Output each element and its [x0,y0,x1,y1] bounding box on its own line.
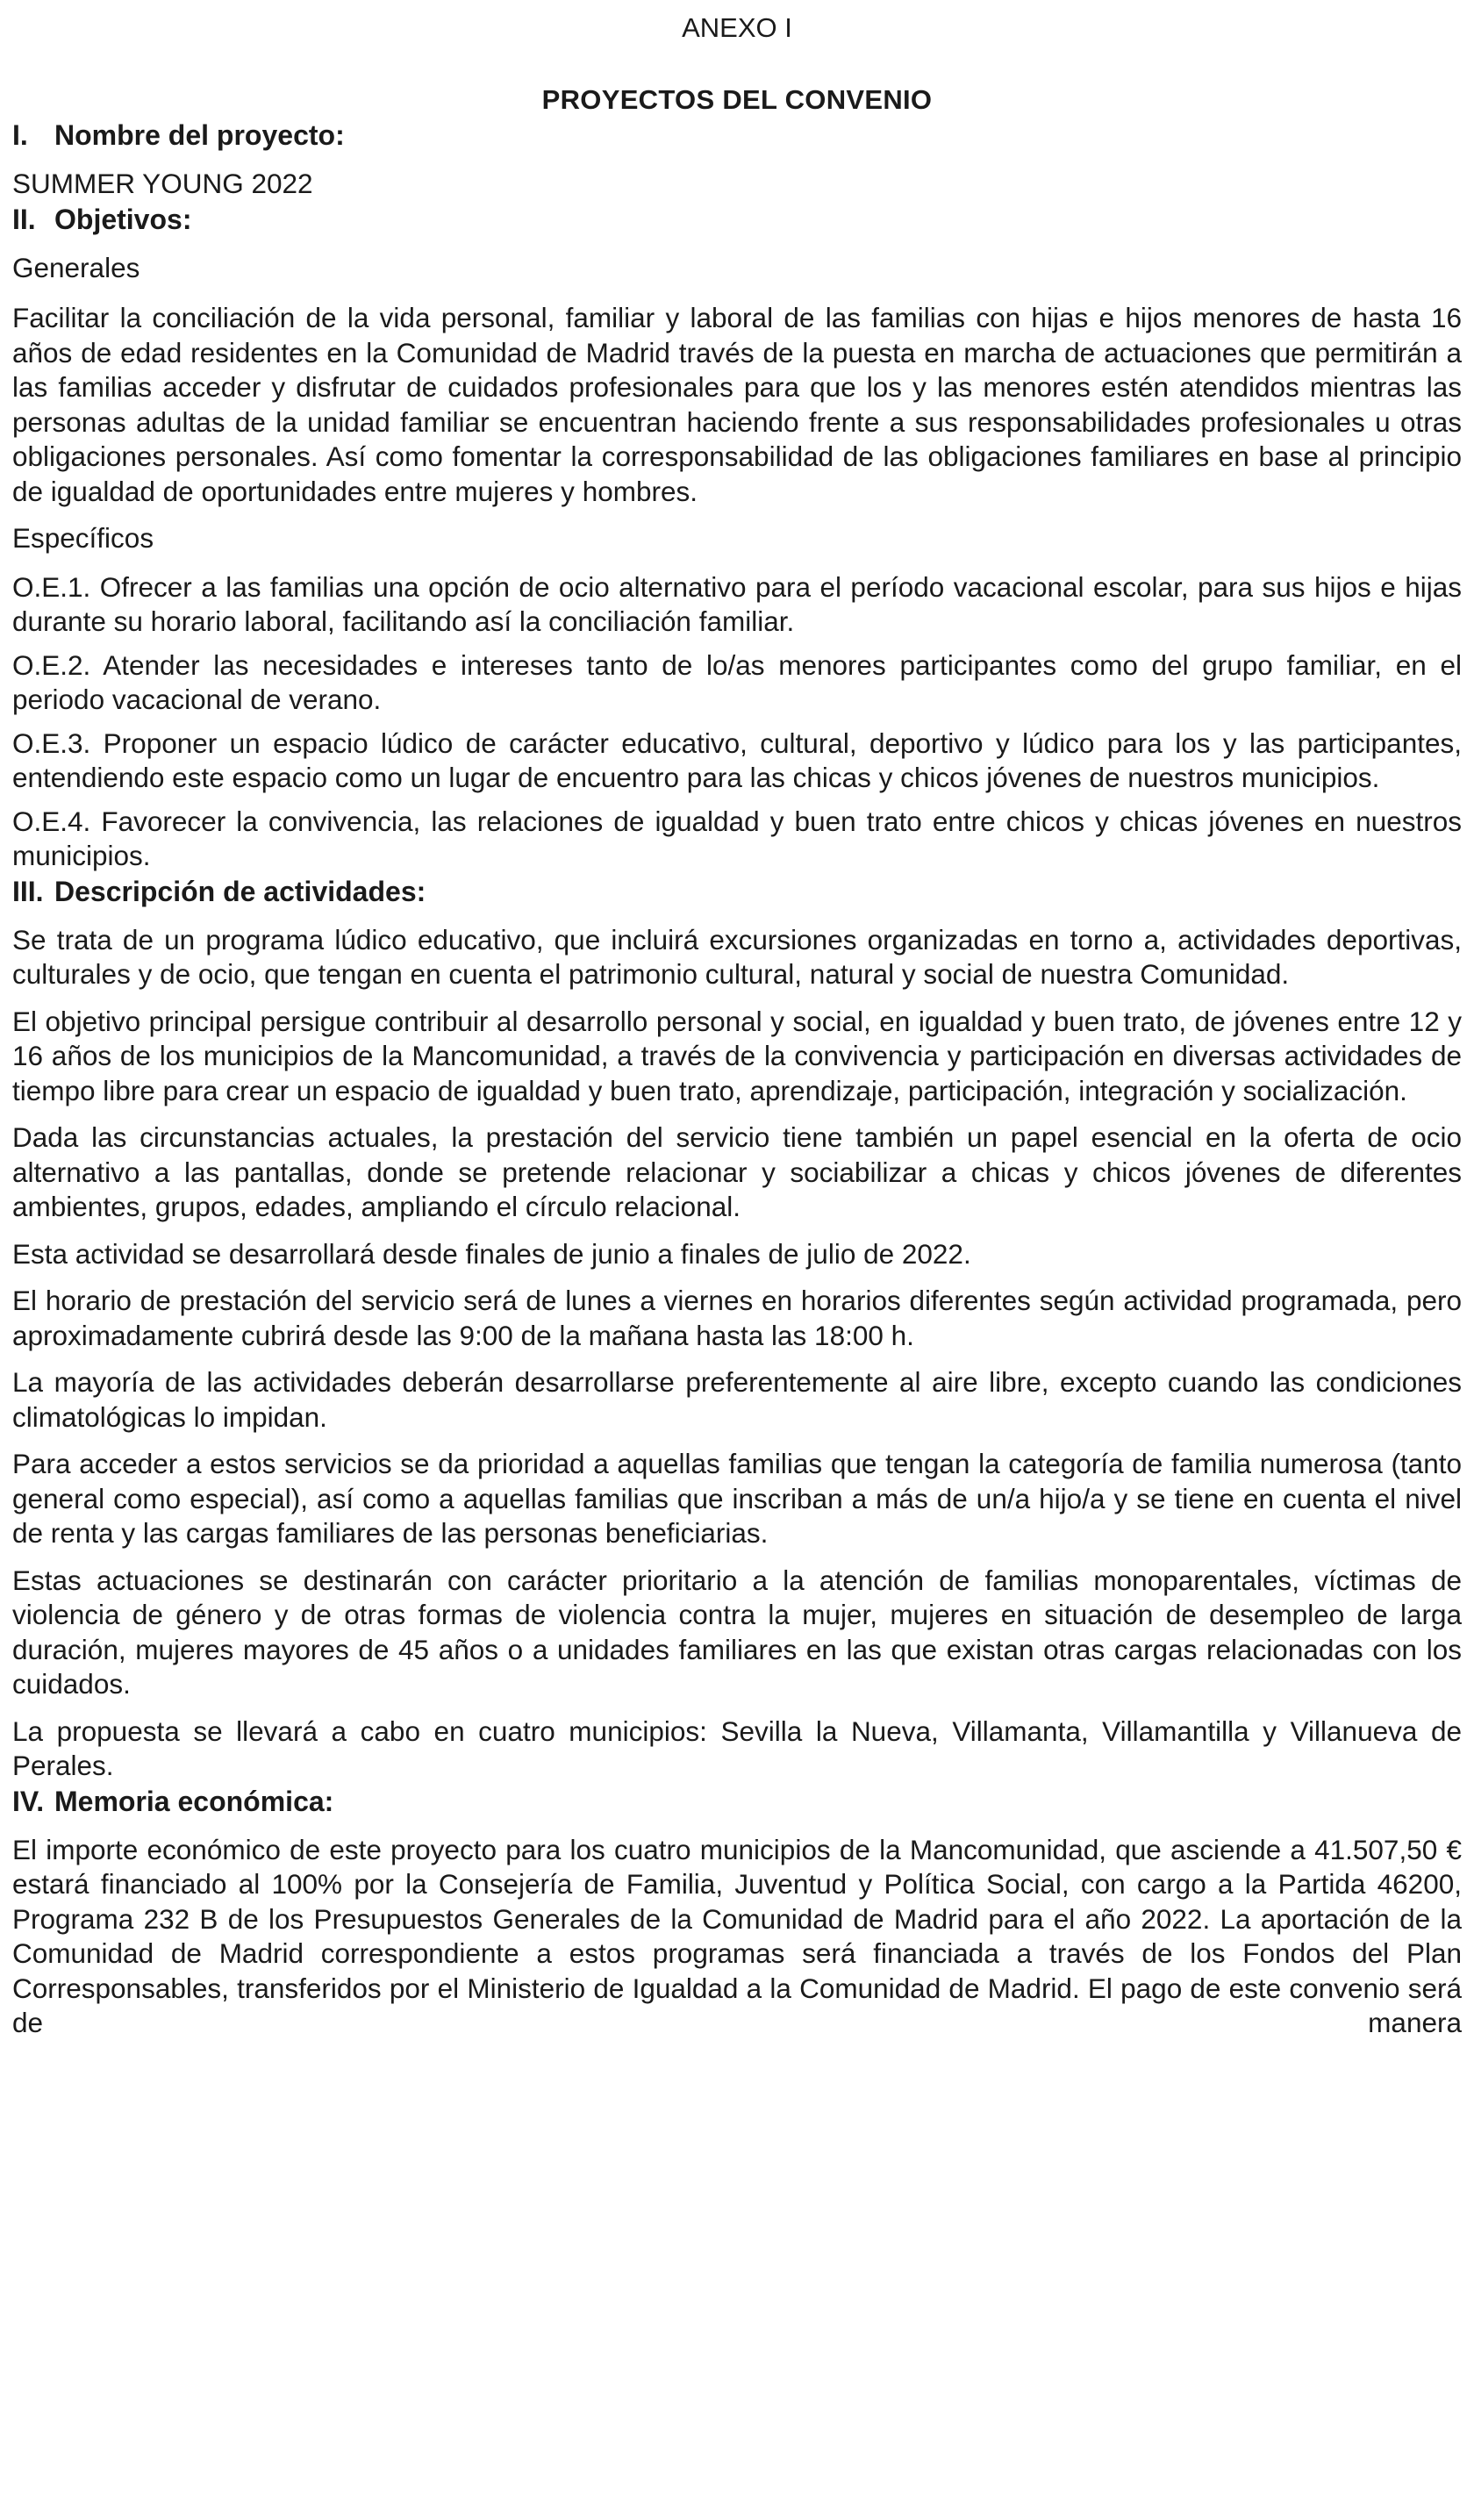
activities-paragraph: Para acceder a estos servicios se da prioridad a aquellas familias que tengan la categoría de familia numerosa (tanto general como especial), así como a aquellas familias que inscriban a más de un/a hijo/a y se tiene en cuenta el nivel de renta y las cargas familiares de las personas beneficiarias. [12,1448,1462,1549]
section-1-heading-text: Nombre del proyecto: [54,119,345,151]
activities-paragraph: Dada las circunstancias actuales, la prestación del servicio tiene también un papel esencial en la oferta de ocio alternativo a las pantallas, donde se pretende relacionar y sociabilizar a chicas y chicos jóvenes de diferentes ambientes, grupos, edades, ampliando el círculo relacional. [12,1121,1462,1222]
section-1-number: I. [12,119,28,151]
activities-paragraph: Se trata de un programa lúdico educativo, que incluirá excursiones organizadas en torno a, actividades deportivas, culturales y de ocio, que tengan en cuenta el patrimonio cultural, natural y social de nuestra Comunidad. [12,923,1462,990]
specific-objective-3: O.E.3. Proponer un espacio lúdico de carácter educativo, cultural, deportivo y lúdico para los y las participantes, entendiendo este espacio como un lugar de encuentro para las chicas y chicos jóvenes de nuestros municipios. [12,727,1462,793]
section-2-heading-text: Objetivos: [54,203,192,235]
specific-objective-4: O.E.4. Favorecer la convivencia, las relaciones de igualdad y buen trato entre chicos y chicas jóvenes en nuestros municipios. [12,805,1462,871]
section-1-heading [12,118,1462,153]
section-2-number: II. [12,203,36,235]
annex-label: ANEXO I [682,12,792,43]
activities-paragraph: Estas actuaciones se destinarán con carácter prioritario a la atención de familias monoparentales, víctimas de violencia de género y de otras formas de violencia contra la mujer, mujeres en situación de desempleo de larga duración, mujeres mayores de 45 años o a unidades familiares en las que existan otras cargas relacionadas con los cuidados. [12,1564,1462,1700]
specific-objective-1: O.E.1. Ofrecer a las familias una opción de ocio alternativo para el período vacacional escolar, para sus hijos e hijas durante su horario laboral, facilitando así la conciliación familiar. [12,570,1462,637]
specific-objective-2: O.E.2. Atender las necesidades e intereses tanto de lo/as menores participantes como del grupo familiar, en el periodo vacacional de verano. [12,648,1462,715]
activities-paragraph: La propuesta se llevará a cabo en cuatro municipios: Sevilla la Nueva, Villamanta, Villamantilla y Villanueva de Perales. [12,1715,1462,1781]
section-2-heading [12,202,1462,237]
section-3-heading-text: Descripción de actividades: [54,875,426,907]
annex-title: PROYECTOS DEL CONVENIO [541,84,933,115]
economic-memory-paragraph: El importe económico de este proyecto para los cuatro municipios de la Mancomunidad, que asciende a 41.507,50 € estará financiado al 100% por la Consejería de Familia, Juventud y Política Social, con cargo a la Partida 46200, Programa 232 B de los Presupuestos Generales de la Comunidad de Madrid para el año 2022. La aportación de la Comunidad de Madrid correspondiente a estos programas será financiada a través de los Fondos del Plan Corresponsables, transferidos por el Ministerio de Igualdad a la Comunidad de Madrid. El pago de este convenio será de manera [12,1833,1462,2038]
activities-paragraph: El horario de prestación del servicio será de lunes a viernes en horarios diferentes según actividad programada, pero aproximadamente cubrirá desde las 9:00 de la mañana hasta las 18:00 h. [12,1285,1462,1351]
activities-paragraph: Esta actividad se desarrollará desde finales de junio a finales de julio de 2022. [12,1237,971,1270]
section-4-number: IV. [12,1785,45,1817]
section-4-heading-text: Memoria económica: [54,1785,334,1817]
activities-paragraph: La mayoría de las actividades deberán desarrollarse preferentemente al aire libre, excepto cuando las condiciones climatológicas lo impidan. [12,1366,1462,1433]
section-3-heading [12,874,1462,909]
specific-objectives-label: Específicos [12,522,154,554]
general-objectives-label: Generales [12,251,140,283]
general-objectives-text: Facilitar la conciliación de la vida personal, familiar y laboral de las familias con hijas e hijos menores de hasta 16 años de edad residentes en la Comunidad de Madrid través de la puesta en marcha de actuaciones que permitirán a las familias acceder y disfrutar de cuidados profesionales para que los y las menores estén atendidos mientras las personas adultas de la unidad familiar se encuentran haciendo frente a sus responsabilidades profesionales u otras obligaciones personales. Así como fomentar la corresponsabilidad de las obligaciones familiares en base al principio de igualdad de oportunidades entre mujeres y hombres. [12,302,1462,507]
document-page [12,0,1462,2041]
activities-paragraph: El objetivo principal persigue contribuir al desarrollo personal y social, en igualdad y buen trato, de jóvenes entre 12 y 16 años de los municipios de la Mancomunidad, a través de la convivencia y participación en diversas actividades de tiempo libre para crear un espacio de igualdad y buen trato, aprendizaje, participación, integración y socialización. [12,1005,1462,1106]
section-3-number: III. [12,875,44,907]
section-4-heading [12,1784,1462,1819]
project-name: SUMMER YOUNG 2022 [12,168,313,199]
